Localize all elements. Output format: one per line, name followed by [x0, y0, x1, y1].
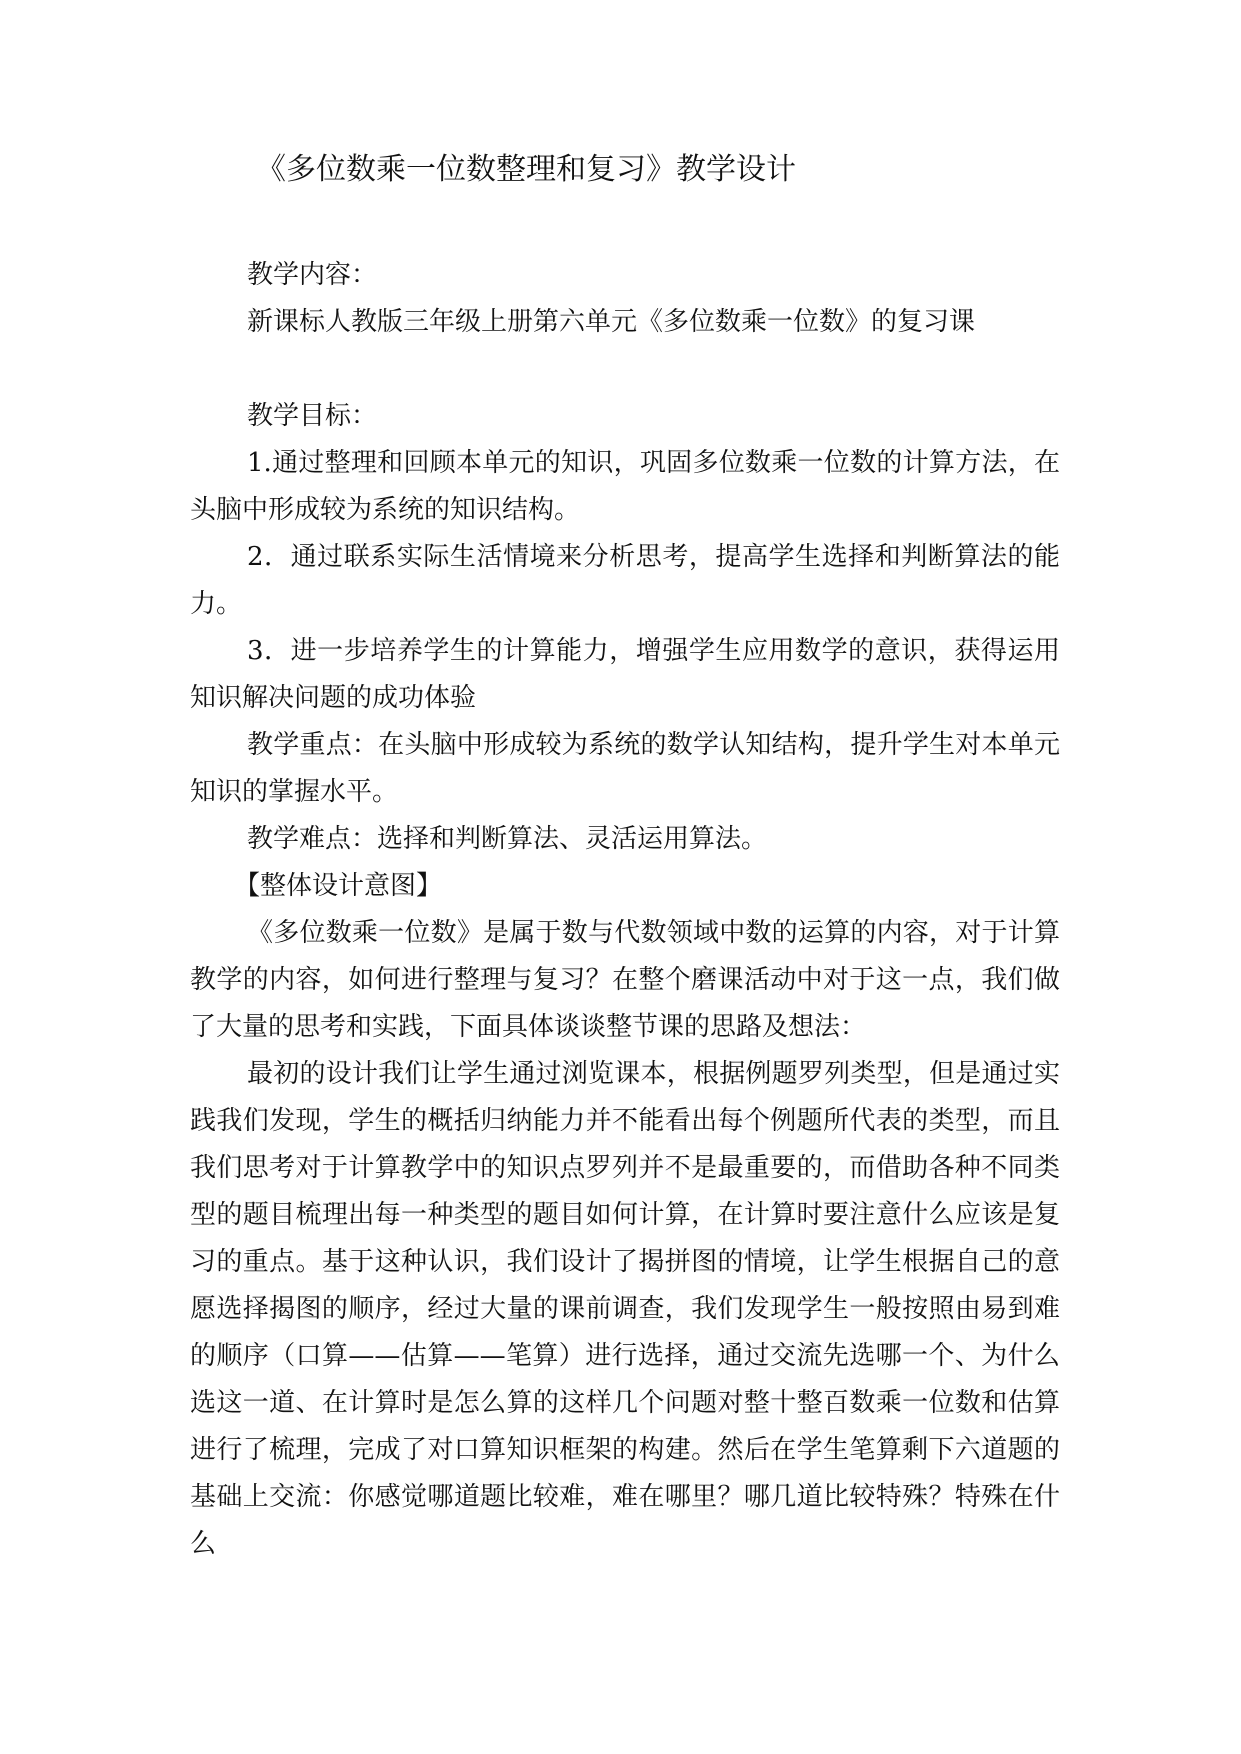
content-text: 新课标人教版三年级上册第六单元《多位数乘一位数》的复习课 — [247, 307, 976, 337]
difficulty: 教学难点：选择和判断算法、灵活运用算法。 — [247, 824, 768, 854]
objective-item-3: 3．进一步培养学生的计算能力，增强学生应用数学的意识，获得运用知识解决问题的成功体验 — [190, 636, 1060, 713]
objectives-heading: 教学目标： — [247, 401, 378, 431]
spacer — [190, 346, 1060, 393]
content-heading: 教学内容： — [247, 260, 378, 290]
document-title: 《多位数乘一位数整理和复习》教学设计 — [256, 152, 796, 187]
intent-paragraph-1: 《多位数乘一位数》是属于数与代数领域中数的运算的内容，对于计算教学的内容，如何进行整理与复习？在整个磨课活动中对于这一点，我们做了大量的思考和实践，下面具体谈谈整节课的思路及想法： — [190, 918, 1060, 1042]
intent-heading: 【整体设计意图】 — [234, 871, 443, 901]
objective-item-1: 1.通过整理和回顾本单元的知识，巩固多位数乘一位数的计算方法，在头脑中形成较为系统的知识结构。 — [190, 448, 1060, 525]
key-point: 教学重点：在头脑中形成较为系统的数学认知结构，提升学生对本单元知识的掌握水平。 — [190, 730, 1060, 807]
objective-item-2: 2．通过联系实际生活情境来分析思考，提高学生选择和判断算法的能力。 — [190, 542, 1060, 619]
intent-paragraph-2: 最初的设计我们让学生通过浏览课本，根据例题罗列类型，但是通过实践我们发现，学生的概括归纳能力并不能看出每个例题所代表的类型，而且我们思考对于计算教学中的知识点罗列并不是最重要的，而借助各种不同类型的题目梳理出每一种类型的题目如何计算，在计算时要注意什么应该是复习的重点。基于这种认识，我们设计了揭拼图的情境，让学生根据自己的意愿选择揭图的顺序，经过大量的课前调查，我们发现学生一般按照由易到难的顺序（口算——估算——笔算）进行选择，通过交流先选哪一个、为什么选这一道、在计算时是怎么算的这样几个问题对整十整百数乘一位数和估算进行了梳理，完成了对口算知识框架的构建。然后在学生笔算剩下六道题的基础上交流：你感觉哪道题比较难，难在哪里？哪几道比较特殊？特殊在什么 — [190, 1059, 1060, 1559]
document-page — [190, 148, 1060, 1568]
